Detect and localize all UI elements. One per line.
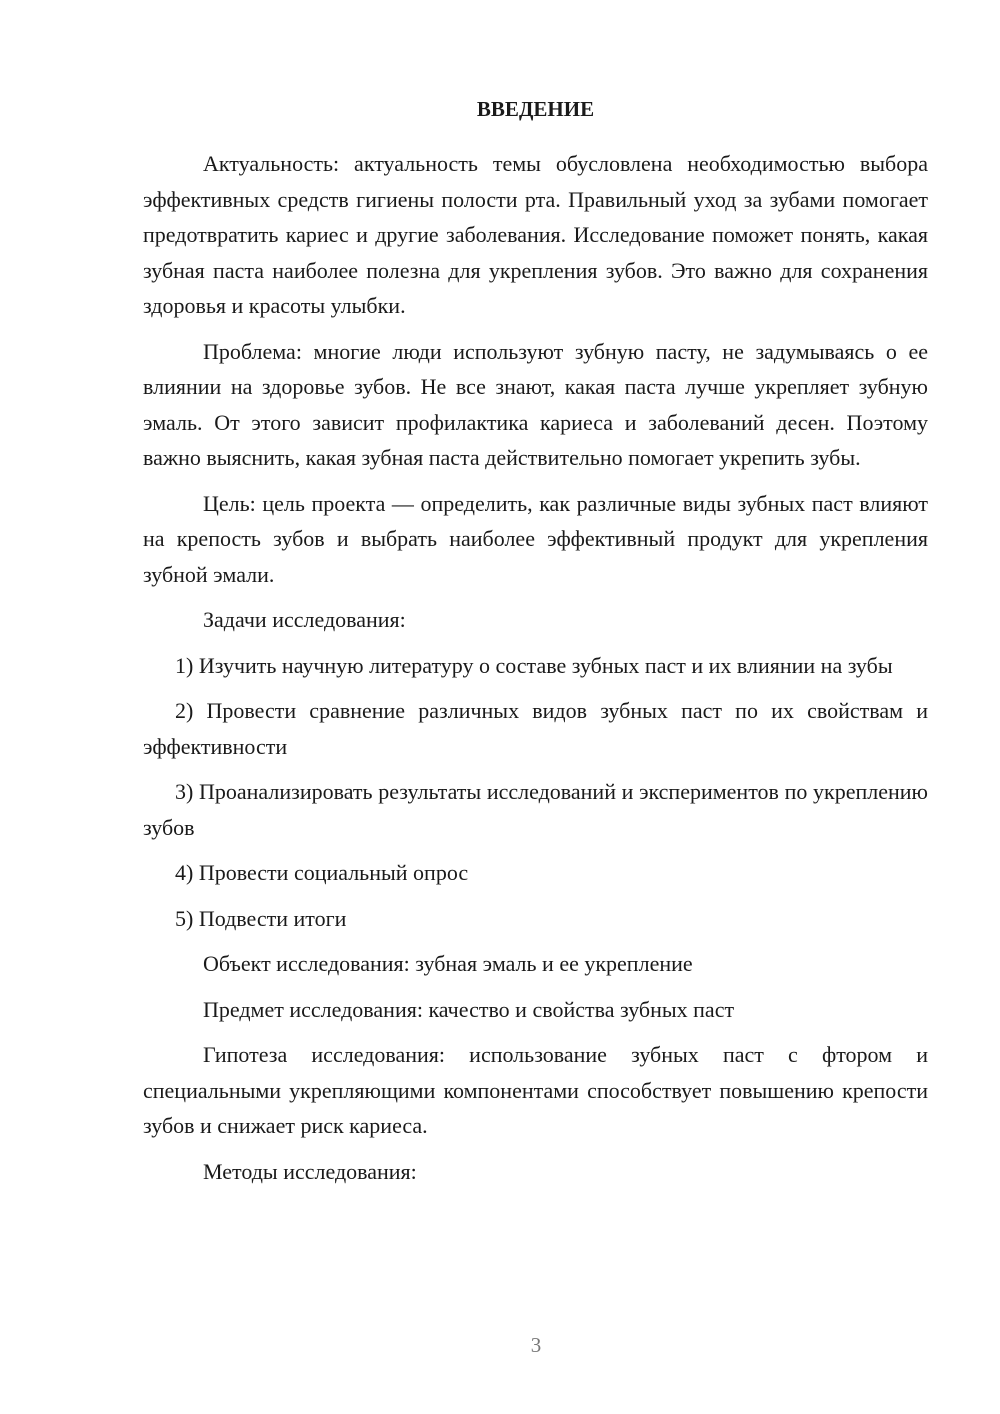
task-item-1: 1) Изучить научную литературу о составе зубных паст и их влиянии на зубы xyxy=(175,652,893,678)
document-page xyxy=(143,92,928,1199)
paragraph-hypothesis: Гипотеза исследования: использование зубных паст с фтором и специальными укрепляющими компонентами способствует повышению крепости зубов и снижает риск кариеса. xyxy=(143,1042,928,1138)
paragraph-subject: Предмет исследования: качество и свойства зубных паст xyxy=(203,996,735,1022)
methods-heading: Методы исследования: xyxy=(203,1158,417,1184)
task-item-3: 3) Проанализировать результаты исследований и экспериментов по укреплению зубов xyxy=(143,779,928,840)
tasks-heading: Задачи исследования: xyxy=(203,607,406,632)
paragraph-goal: Цель: цель проекта — определить, как различные виды зубных паст влияют на крепость зубов и выбрать наиболее эффективный продукт для укрепления зубной эмали. xyxy=(143,490,928,587)
paragraph-object: Объект исследования: зубная эмаль и ее укрепление xyxy=(203,951,693,976)
task-item-4: 4) Провести социальный опрос xyxy=(175,860,469,885)
paragraph-problem: Проблема: многие люди используют зубную пасту, не задумываясь о ее влиянии на здоровье зубов. Не все знают, какая паста лучше укрепляет зубную эмаль. От этого зависит профилактика кариеса и заболеваний десен. Поэтому важно выяснить, какая зубная паста действительно помогает укрепить зубы. xyxy=(143,338,928,470)
paragraph-relevance: Актуальность: актуальность темы обусловлена необходимостью выбора эффективных средств гигиены полости рта. Правильный уход за зубами помогает предотвратить кариес и другие заболевания. Исследование поможет понять, какая зубная паста наиболее полезна для укрепления зубов. Это важно для сохранения здоровья и красоты улыбки. xyxy=(143,151,928,318)
task-item-2: 2) Провести сравнение различных видов зубных паст по их свойствам и эффективности xyxy=(143,698,928,759)
document-title: ВВЕДЕНИЕ xyxy=(476,97,595,121)
task-item-5: 5) Подвести итоги xyxy=(175,905,347,931)
page-number: 3 xyxy=(530,1333,542,1357)
